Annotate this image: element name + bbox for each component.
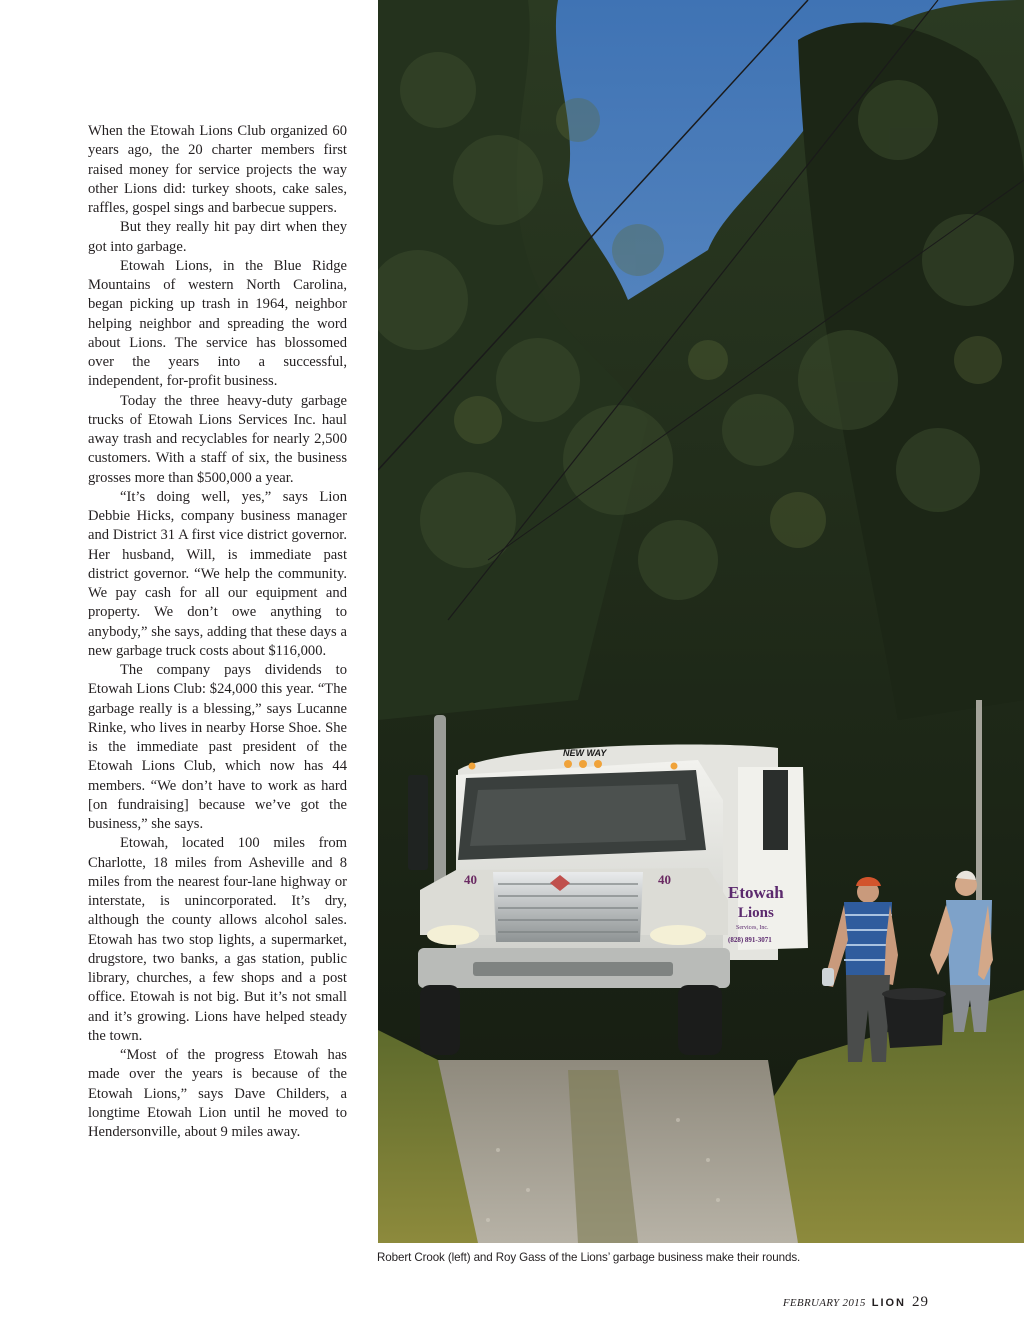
article-column — [88, 122, 347, 1142]
magazine-name: LION — [871, 1297, 906, 1309]
issue-date: FEBRUARY 2015 — [782, 1297, 866, 1309]
truck-lettering: (828) 891-3071 — [728, 936, 772, 944]
page-footer — [783, 1293, 929, 1311]
article-paragraph: “Most of the progress Etowah has made over the years is because of the Etowah Lions,” says Dave Childers, a longtime Etowah Lion until he moved to Hendersonville, about 9 miles away. — [88, 1047, 347, 1140]
article-paragraph: But they really hit pay dirt when they got into garbage. — [88, 219, 347, 255]
article-paragraph: “It’s doing well, yes,” says Lion Debbie Hicks, company business manager and District 31 A first vice district governor. Her husband, Will, is immediate past district governor. “We help the community. We pay cash for all our equipment and property. We don’t owe anything to anybody,” she says, adding that these days a new garbage truck costs about $116,000. — [88, 488, 347, 659]
truck-lettering: 40 — [658, 872, 671, 887]
truck-lettering: Etowah — [728, 883, 784, 902]
article-paragraph: Etowah Lions, in the Blue Ridge Mountains of western North Carolina, began picking up trash in 1964, neighbor helping neighbor and spreading the word about Lions. The service has blossomed over the years into a successful, independent, for-profit business. — [88, 257, 347, 390]
truck-lettering: 40 — [464, 872, 477, 887]
photo-caption: Robert Crook (left) and Roy Gass of the Lions’ garbage business make their rounds. — [377, 1251, 801, 1264]
truck-lettering: Services, Inc. — [736, 925, 769, 931]
page-number: 29 — [912, 1294, 929, 1310]
article-paragraph: When the Etowah Lions Club organized 60 years ago, the 20 charter members first raised money for service projects the way other Lions did: turkey shoots, cake sales, raffles, gospel sings and barbecue suppers. — [88, 123, 347, 216]
article-paragraph: The company pays dividends to Etowah Lions Club: $24,000 this year. “The garbage really is a blessing,” says Lucanne Rinke, who lives in nearby Horse Shoe. She is the immediate past president of the Etowah Lions Club, which now has 44 members. “We don’t have to work as hard [on fundraising] because we’ve got the business,” she says. — [88, 662, 347, 832]
garbage-truck-photo — [378, 0, 1024, 1243]
truck-lettering: NEW WAY — [563, 748, 607, 758]
article-paragraph: Etowah, located 100 miles from Charlotte, 18 miles from Asheville and 8 miles from the nearest four-lane highway or interstate, is unincorporated. It’s dry, although the county allows alcohol sales. Etowah has two stop lights, a supermarket, drugstore, two banks, a gas station, public library, churches, a few shops and a post office. Etowah is not big. But it’s not small and it’s growing. Lions have helped steady the town. — [88, 835, 347, 1044]
article-paragraph: Today the three heavy-duty garbage trucks of Etowah Lions Services Inc. haul away trash and recyclables for nearly 2,500 customers. With a staff of six, the business grosses more than $500,000 a year. — [88, 392, 347, 486]
truck-lettering: Lions — [738, 905, 774, 921]
